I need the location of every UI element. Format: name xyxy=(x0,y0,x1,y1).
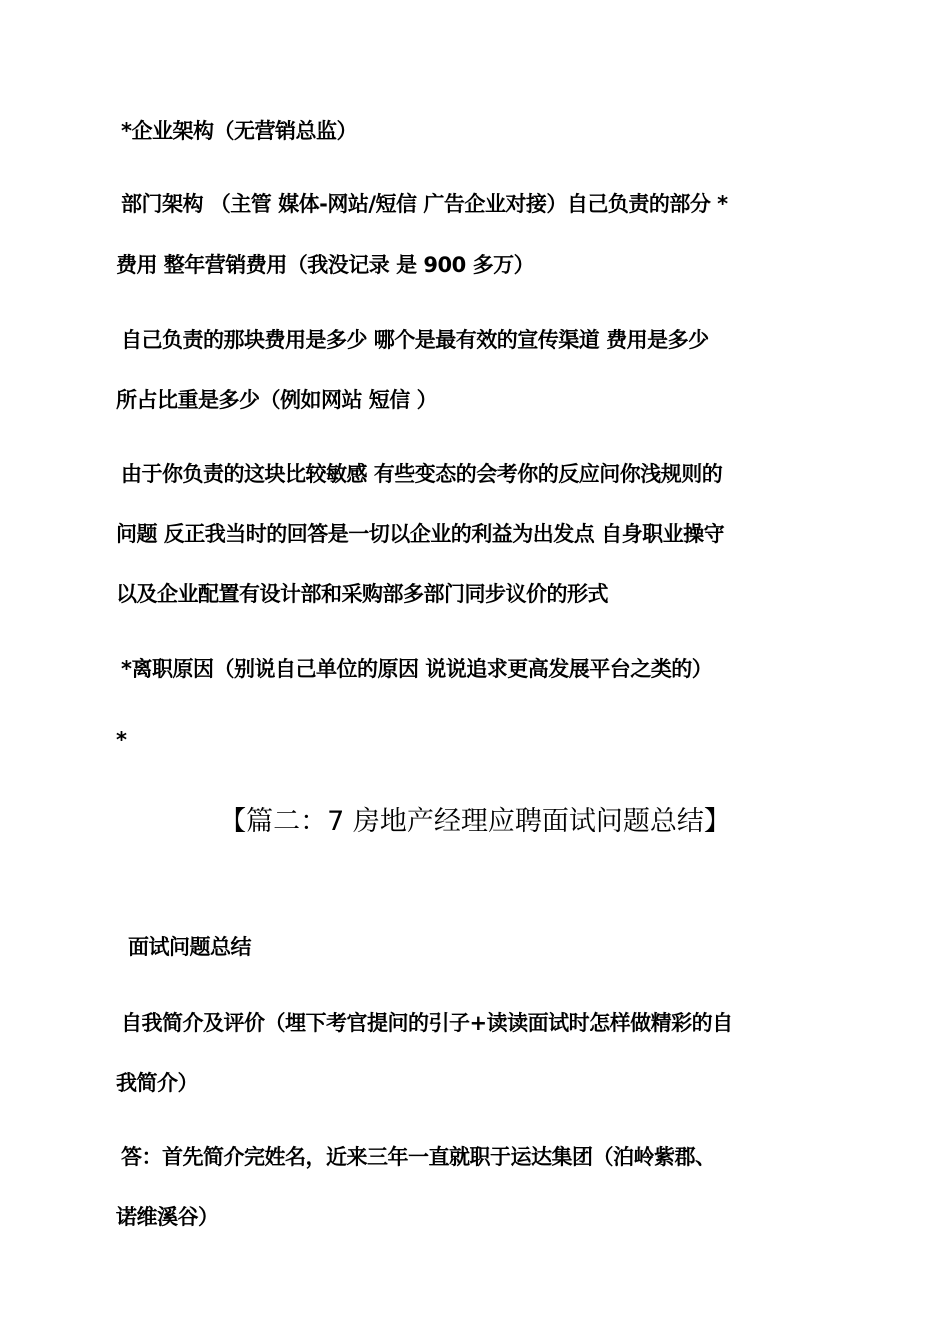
subheading-interview-summary: 面试问题总结 xyxy=(128,935,251,959)
paragraph-own-budget-cont: 所占比重是多少（例如网站 短信 ） xyxy=(116,388,438,412)
section-heading: 【篇二：7 房地产经理应聘面试问题总结】 xyxy=(219,806,731,837)
paragraph-self-intro: 自我简介及评价（埋下考官提问的引子+读读面试时怎样做精彩的自 xyxy=(121,1011,733,1035)
paragraph-dept-structure-cont: 费用 整年营销费用（我没记录 是 900 多万） xyxy=(116,253,535,277)
paragraph-asterisk: * xyxy=(116,728,127,752)
paragraph-sensitive-questions: 由于你负责的这块比较敏感 有些变态的会考你的反应问你浅规则的 xyxy=(121,462,723,486)
paragraph-org-structure: *企业架构（无营销总监） xyxy=(121,119,357,143)
paragraph-sensitive-questions-cont1: 问题 反正我当时的回答是一切以企业的利益为出发点 自身职业操守 xyxy=(116,522,725,546)
paragraph-resignation-reason: *离职原因（别说自己单位的原因 说说追求更高发展平台之类的） xyxy=(121,657,713,681)
paragraph-self-intro-cont: 我简介） xyxy=(116,1071,198,1095)
paragraph-answer-cont: 诺维溪谷） xyxy=(116,1205,219,1229)
paragraph-dept-structure: 部门架构 （主管 媒体-网站/短信 广告企业对接）自己负责的部分 * xyxy=(121,192,728,216)
paragraph-own-budget: 自己负责的那块费用是多少 哪个是最有效的宣传渠道 费用是多少 xyxy=(121,328,709,352)
paragraph-answer: 答：首先简介完姓名，近来三年一直就职于运达集团（泊岭紫郡、 xyxy=(121,1145,716,1169)
paragraph-sensitive-questions-cont2: 以及企业配置有设计部和采购部多部门同步议价的形式 xyxy=(116,582,608,606)
